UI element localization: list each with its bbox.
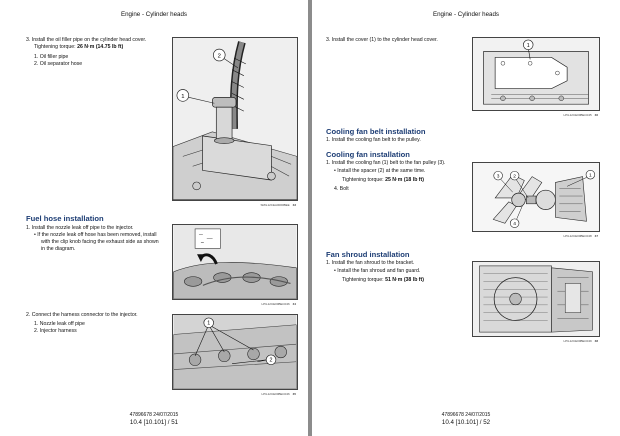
callout-2-label: 2	[269, 357, 273, 364]
fuel-bullet-line-3: in the diagram.	[41, 246, 76, 252]
injector-harness-illustration	[173, 315, 297, 389]
callout-4-label: 4	[513, 222, 516, 228]
callout-2-label: 2	[217, 53, 221, 60]
footer-doc-code: 47896678 24/07/2015	[129, 412, 179, 418]
callout-1-label: 1	[526, 42, 530, 49]
torque-label: Tightening torque:	[342, 277, 384, 283]
torque-value: 26 N·m (14.75 lb ft)	[77, 44, 124, 50]
legend-item-1: 1. Nozzle leak off pipe	[34, 321, 85, 327]
torque-spec	[34, 44, 123, 51]
shroud-step-1: 1. Install the fan shroud to the bracket.	[326, 260, 415, 266]
shroud-torque-spec	[342, 277, 424, 284]
footer-doc-code: 47896678 24/07/2015	[441, 412, 491, 418]
legend-item-2: 2. Injector harness	[34, 328, 77, 334]
section-title-fan-shroud: Fan shroud installation	[326, 250, 410, 259]
fuel-step-2: 2. Connect the harness connector to the injector.	[26, 312, 138, 318]
torque-value: 25 N·m (18 lb ft)	[385, 177, 424, 183]
fan-bullet: • Install the spacer (2) at the same time.	[334, 168, 426, 174]
callout-2-label: 2	[513, 174, 516, 180]
fan-shroud-illustration	[473, 262, 599, 336]
section-title-fan-belt: Cooling fan belt installation	[326, 127, 426, 136]
legend-item-2: 2. Oil separator hose	[34, 61, 83, 67]
torque-label: Tightening torque:	[34, 44, 76, 50]
shroud-bullet: • Install the fan shroud and fan guard.	[334, 268, 421, 274]
figure-cooling-fan	[472, 162, 600, 232]
figure-oil-filler-pipe	[172, 37, 298, 201]
fuel-bullet-line-2: with the clip knob facing the exhaust side as shown	[41, 239, 159, 245]
fan-torque-spec	[342, 177, 424, 184]
legend-item-1: 1. Oil filler pipe	[34, 54, 69, 60]
page-header: Engine - Cylinder heads	[120, 11, 188, 18]
callout-3-label: 3	[496, 174, 500, 180]
page-header: Engine - Cylinder heads	[432, 11, 500, 18]
figure-caption: LPIL12CE00BEC049 38	[563, 339, 598, 343]
torque-label: Tightening torque:	[342, 177, 384, 183]
figure-injector-harness	[172, 314, 298, 390]
footer-page-number: 10.4 [10.101] / 52	[441, 419, 491, 426]
step-3-text: 3. Install the cover (1) to the cylinder head cover.	[326, 37, 438, 43]
fuel-step-1: 1. Install the nozzle leak off pipe to the injector.	[26, 225, 134, 231]
section-title-cooling-fan: Cooling fan installation	[326, 150, 410, 159]
footer-page-number: 10.4 [10.101] / 51	[129, 419, 179, 426]
figure-caption: LPIL12CE00BEC046 35	[261, 392, 296, 396]
legend-item-4: 4. Bolt	[334, 186, 349, 192]
step-3-text: 3. Install the oil filler pipe on the cylinder head cover.	[26, 37, 147, 43]
manual-page-right	[312, 0, 620, 436]
figure-caption: LPIL12CE00BEC048 37	[563, 234, 598, 238]
cooling-fan-illustration	[473, 163, 599, 231]
torque-value: 51 N·m (38 lb ft)	[385, 277, 424, 283]
oil-filler-illustration	[173, 38, 297, 200]
figure-fan-shroud	[472, 261, 600, 337]
figure-nozzle-leak-pipe	[172, 224, 298, 300]
callout-1-label: 1	[207, 320, 211, 327]
section-title-fuel-hose: Fuel hose installation	[26, 214, 104, 223]
figure-caption: SMIL12CEA0000BEE 33	[260, 203, 296, 207]
nozzle-leak-illustration	[173, 225, 297, 299]
manual-page-left	[0, 0, 308, 436]
fan-step-1: 1. Install the cooling fan (1) belt to the fan pulley (3).	[326, 160, 446, 166]
figure-cover-install	[472, 37, 600, 111]
cover-illustration	[473, 38, 599, 110]
callout-1-label: 1	[589, 173, 592, 179]
figure-caption: LPIL12CE00BEC046 34	[261, 302, 296, 306]
belt-step-1: 1. Install the cooling fan belt to the pulley.	[326, 137, 421, 143]
figure-caption: LPIL12CE00BEC045 36	[563, 113, 598, 117]
fuel-bullet-line-1: • If the nozzle leak off hose has been removed, install	[34, 232, 157, 238]
callout-1-label: 1	[181, 93, 185, 100]
